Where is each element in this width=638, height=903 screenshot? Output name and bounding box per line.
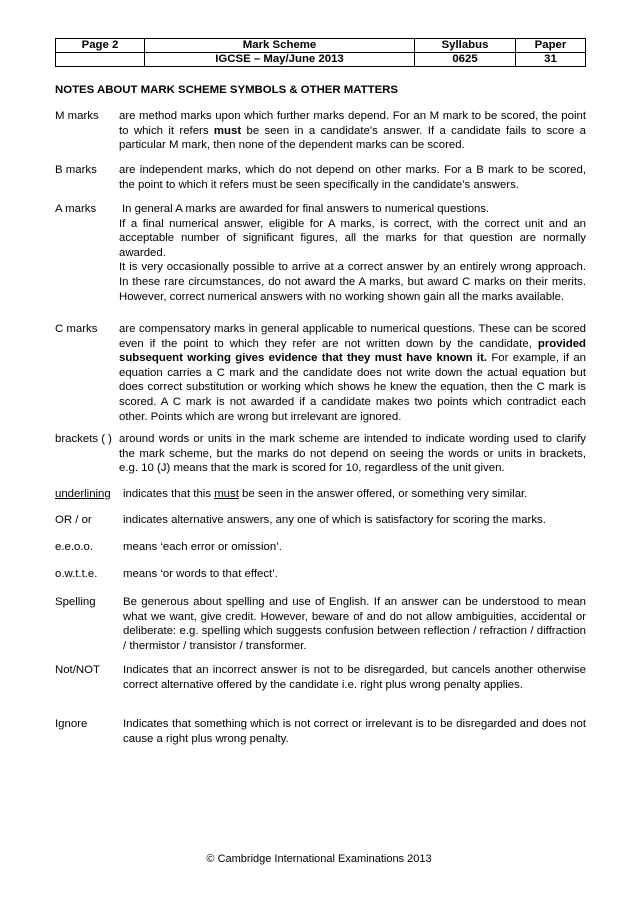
- note-description: means ‘or words to that effect’.: [123, 568, 278, 580]
- header-paper-value: 31: [516, 53, 586, 67]
- note-description: Be generous about spelling and use of English. If an answer can be understood to mean what we want, give credit. However, beware of and do not allow ambiguities, accidental or deliberate: e.g. spelling which suggests confusion between reflection / refraction / diffraction / thermistor / transistor / transformer.: [123, 596, 586, 652]
- note-term: M marks: [55, 110, 99, 122]
- header-doc-label: Mark Scheme: [145, 39, 415, 53]
- note-term: o.w.t.t.e.: [55, 568, 98, 580]
- header-syllabus-label: Syllabus: [415, 39, 516, 53]
- note-description: indicates alternative answers, any one of which is satisfactory for scoring the marks.: [123, 514, 546, 526]
- note-term: OR / or: [55, 514, 92, 526]
- note-description: In general A marks are awarded for final answers to numerical questions. If a final numerical answer, eligible for A marks, is correct, with the correct unit and an acceptable number of significant figures, all the marks for that question are normally awarded. It is very occasionally possible to arrive at a correct answer by an entirely wrong approach. In these rare circumstances, do not award the A marks, but award C marks on their merits. However, correct numerical answers with no working shown gain all the marks available.: [119, 203, 586, 303]
- note-description: Indicates that an incorrect answer is not to be disregarded, but cancels another otherwise correct alternative offered by the candidate i.e. right plus wrong penalty applies.: [123, 664, 586, 691]
- header-page-label: Page 2: [56, 39, 145, 53]
- note-description: means ‘each error or omission’.: [123, 541, 282, 553]
- note-term: Ignore: [55, 718, 88, 730]
- header-syllabus-value: 0625: [415, 53, 516, 67]
- note-description: around words or units in the mark scheme are intended to indicate wording used to clarify the mark scheme, but the marks do not depend on seeing the words or units in brackets, e.g. 10 (J) means that the mark is scored for 10, regardless of the unit given.: [119, 433, 586, 475]
- note-term: Spelling: [55, 596, 96, 608]
- note-term: e.e.o.o.: [55, 541, 93, 553]
- page-title: NOTES ABOUT MARK SCHEME SYMBOLS & OTHER MATTERS: [55, 84, 398, 96]
- note-term: A marks: [55, 203, 97, 215]
- header-empty-cell: [56, 53, 145, 67]
- note-term: C marks: [55, 323, 98, 335]
- note-description: indicates that this must be seen in the answer offered, or something very similar.: [123, 488, 528, 500]
- note-description: are method marks upon which further marks depend. For an M mark to be scored, the point to which it refers must be seen in a candidate's answer. If a candidate fails to score a particular M mark, then none of the dependent marks can be scored.: [119, 110, 586, 152]
- note-term: brackets ( ): [55, 433, 112, 445]
- note-term: B marks: [55, 164, 97, 176]
- header-table: [55, 38, 586, 67]
- page-footer: © Cambridge International Examinations 2013: [206, 853, 432, 865]
- note-term: Not/NOT: [55, 664, 100, 676]
- note-description: Indicates that something which is not correct or irrelevant is to be disregarded and does not cause a right plus wrong penalty.: [123, 718, 586, 745]
- note-description: are independent marks, which do not depend on other marks. For a B mark to be scored, the point to which it refers must be seen specifically in the candidate’s answers.: [119, 164, 586, 191]
- note-term: underlining: [55, 488, 111, 500]
- header-doc-value: IGCSE – May/June 2013: [145, 53, 415, 67]
- note-description: are compensatory marks in general applicable to numerical questions. These can be scored even if the point to which they refer are not written down by the candidate, provided subsequent working gives evidence that they must have known it. For example, if an equation carries a C mark and the candidate does not write down the actual equation but does correct substitution or working which shows he knew the equation, then the C mark is scored. A C mark is not awarded if a candidate makes two points which contradict each other. Points which are wrong but irrelevant are ignored.: [119, 323, 586, 423]
- header-paper-label: Paper: [516, 39, 586, 53]
